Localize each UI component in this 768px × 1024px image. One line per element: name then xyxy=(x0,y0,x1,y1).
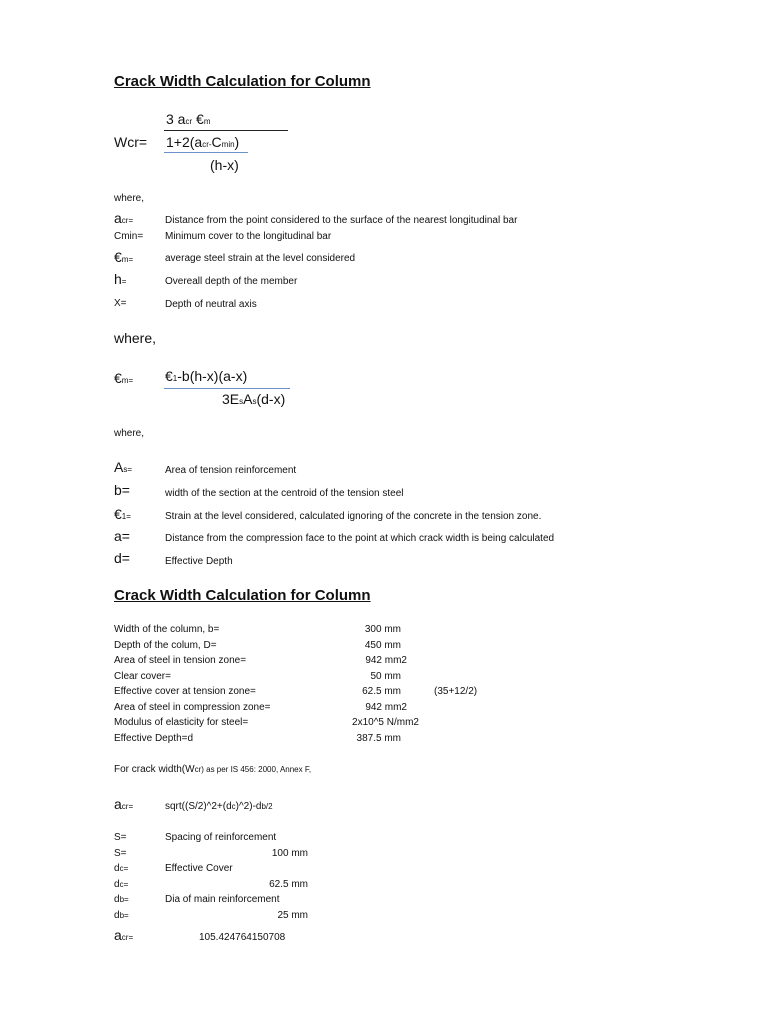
formula2-numerator: €1-b(h-x)(a-x) xyxy=(165,368,248,384)
param-value: 62.5 mm xyxy=(362,686,401,697)
formula1-den-a: 1+2(a xyxy=(166,134,203,150)
param-value: 50 mm xyxy=(370,671,401,682)
acr-result-value: 105.424764150708 xyxy=(199,932,286,943)
spacing-desc: Effective Cover xyxy=(165,863,233,874)
definition-text: Depth of neutral axis xyxy=(165,299,257,310)
where-label: where, xyxy=(114,428,145,439)
formula2-lhs: €m= xyxy=(114,370,134,386)
acr-expression: sqrt((S/2)^2+(dc)^2)-db/2 xyxy=(165,801,273,812)
formula1-num-sub: cr xyxy=(185,117,193,126)
definition-symbol: €m= xyxy=(114,249,134,265)
param-label: Area of steel in tension zone= xyxy=(114,655,247,666)
spacing-symbol: db= xyxy=(114,894,129,905)
definition-symbol: h= xyxy=(114,271,127,287)
definition-text: average steel strain at the level considered xyxy=(165,253,356,264)
param-label: Effective Depth=d xyxy=(114,733,194,744)
formula1-den-close: ) xyxy=(234,134,240,150)
definition-symbol: acr= xyxy=(114,210,134,226)
formula1-lhs: Wcr= xyxy=(114,134,148,150)
formula1-denominator-top xyxy=(166,134,239,150)
definition-text: width of the section at the centroid of the tension steel xyxy=(165,488,404,499)
spacing-value: 25 mm xyxy=(277,910,308,921)
fraction-line xyxy=(164,152,248,153)
definition-symbol: Cmin= xyxy=(114,231,144,242)
param-label: Width of the column, b= xyxy=(114,624,220,635)
definition-text: Distance from the compression face to the point at which crack width is being calculated xyxy=(165,533,555,544)
definition-symbol: X= xyxy=(114,298,127,309)
definition-text: Area of tension reinforcement xyxy=(165,465,297,476)
formula1-num-epsilon: € xyxy=(196,111,204,127)
where-label: where, xyxy=(114,330,157,346)
page-title: Crack Width Calculation for Column xyxy=(114,73,371,90)
spacing-symbol: S= xyxy=(114,832,127,843)
param-label: Area of steel in compression zone= xyxy=(114,702,271,713)
param-value: 942 mm2 xyxy=(365,655,407,666)
definition-text: Minimum cover to the longitudinal bar xyxy=(165,231,332,242)
param-value: 450 mm xyxy=(364,640,401,651)
param-value: 2x10^5 N/mm2 xyxy=(352,717,419,728)
spacing-symbol: db= xyxy=(114,910,129,921)
spacing-symbol: S= xyxy=(114,848,127,859)
definition-symbol: b= xyxy=(114,482,130,498)
param-value: 942 mm2 xyxy=(365,702,407,713)
definition-symbol: a= xyxy=(114,528,130,544)
formula1-den-c: C xyxy=(211,134,222,150)
spacing-symbol: dc= xyxy=(114,863,129,874)
definition-symbol: d= xyxy=(114,550,130,566)
spacing-symbol: dc= xyxy=(114,879,129,890)
definition-text: Strain at the level considered, calculated ignoring of the concrete in the tension zone. xyxy=(165,511,542,522)
section-title: Crack Width Calculation for Column xyxy=(114,587,371,604)
formula1-numerator xyxy=(166,111,211,127)
acr-symbol: acr= xyxy=(114,796,134,812)
crack-width-note: For crack width(Wcr) as per IS 456: 2000, Annex F, xyxy=(114,764,312,775)
spacing-desc: Spacing of reinforcement xyxy=(165,832,277,843)
formula1-denominator-bottom: (h-x) xyxy=(210,157,239,173)
fraction-line xyxy=(164,388,290,389)
param-note: (35+12/2) xyxy=(434,686,478,697)
param-value: 300 mm xyxy=(364,624,401,635)
formula1-den-min: min xyxy=(221,140,235,149)
definition-text: Effective Depth xyxy=(165,556,233,567)
spacing-value: 62.5 mm xyxy=(269,879,308,890)
spacing-value: 100 mm xyxy=(271,848,308,859)
param-value: 387.5 mm xyxy=(356,733,401,744)
formula2-denominator: 3EsAs(d-x) xyxy=(222,391,286,407)
definition-symbol: As= xyxy=(114,459,133,475)
param-label: Depth of the colum, D= xyxy=(114,640,217,651)
formula1-num-m: m xyxy=(203,117,211,126)
spacing-desc: Dia of main reinforcement xyxy=(165,894,280,905)
acr-result-symbol: acr= xyxy=(114,927,134,943)
formula1-num-a: 3 a xyxy=(166,111,186,127)
fraction-line xyxy=(164,130,288,131)
param-label: Effective cover at tension zone= xyxy=(114,686,256,697)
where-label: where, xyxy=(114,193,145,204)
param-label: Modulus of elasticity for steel= xyxy=(114,717,249,728)
definition-symbol: €1= xyxy=(114,506,131,522)
formula1-den-sub: cr- xyxy=(202,140,212,149)
param-label: Clear cover= xyxy=(114,671,171,682)
definition-text: Distance from the point considered to the surface of the nearest longitudinal bar xyxy=(165,215,518,226)
definition-text: Overeall depth of the member xyxy=(165,276,298,287)
